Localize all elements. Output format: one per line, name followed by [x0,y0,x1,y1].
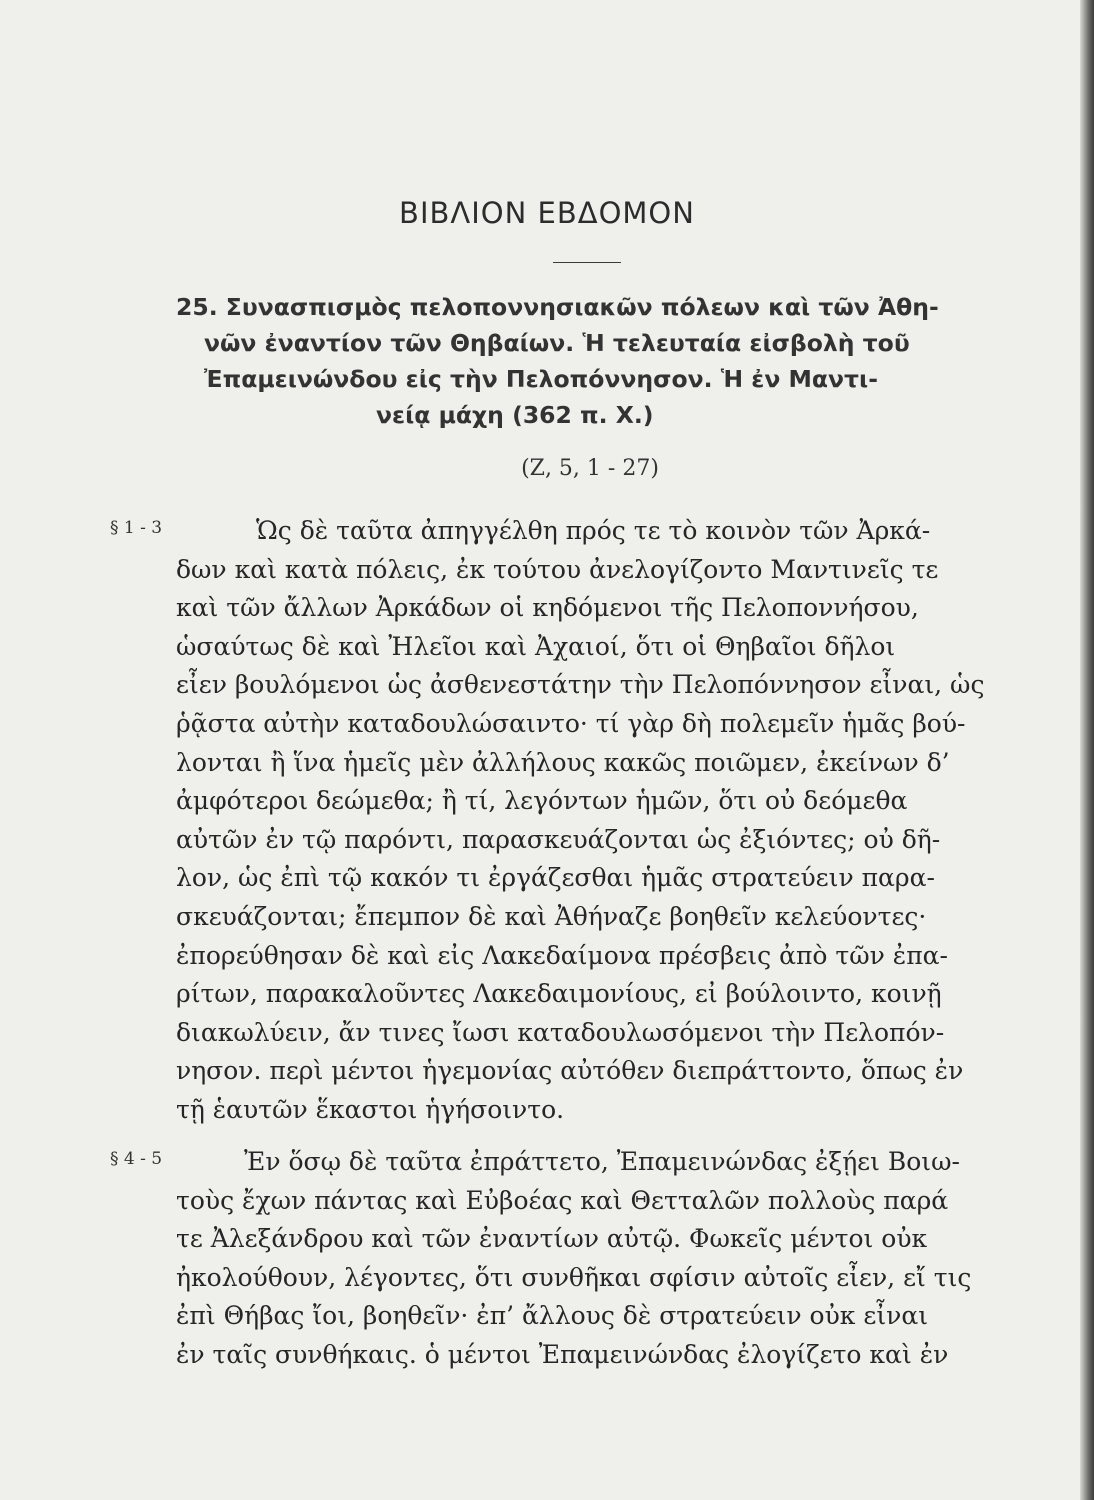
text-line: ῥᾷστα αὐτὴν καταδουλώσαιντο· τί γὰρ δὴ πολεμεῖν ἡμᾶς βού- [176,708,966,738]
heading-line: Ἐπαμεινώνδου εἰς τὴν Πελοπόννησον. Ἡ ἐν Μαντι- [204,365,878,393]
title-divider [553,262,621,263]
text-line: δων καὶ κατὰ πόλεις, ἐκ τούτου ἀνελογίζοντο Μαντινεῖς τε [176,554,939,584]
heading-line: νῶν ἐναντίον τῶν Θηβαίων. Ἡ τελευταία εἰσβολὴ τοῦ [204,329,910,357]
text-line: ἐπορεύθησαν δὲ καὶ εἰς Λακεδαίμονα πρέσβεις ἀπὸ τῶν ἐπα- [176,940,948,970]
section-text [176,512,1036,1130]
text-line: Ἐν ὅσῳ δὲ ταῦτα ἐπράττετο, Ἐπαμεινώνδας ἐξῄει Βοιω- [244,1147,960,1176]
heading-line: νείᾳ μάχη (362 π. Χ.) [376,401,654,429]
text-line: αὐτῶν ἐν τῷ παρόντι, παρασκευάζονται ὡς ἐξιόντες; οὐ δῆ- [176,824,941,854]
section-number: § 1 - 3 [110,518,163,538]
chapter-heading [176,289,1022,433]
text-line: διακωλύειν, ἄν τινες ἴωσι καταδουλωσόμενοι τὴν Πελοπόν- [176,1017,945,1047]
text-line: εἶεν βουλόμενοι ὡς ἀσθενεστάτην τὴν Πελοπόννησον εἶναι, ὡς [176,670,985,700]
text-line: λον, ὡς ἐπὶ τῷ κακόν τι ἐργάζεσθαι ἡμᾶς στρατεύειν παρα- [176,863,935,893]
text-line: ἐν ταῖς συνθήκαις. ὁ μέντοι Ἐπαμεινώνδας ἐλογίζετο καὶ ἐν [176,1339,949,1369]
text-line: ὡσαύτως δὲ καὶ Ἠλεῖοι καὶ Ἀχαιοί, ὅτι οἱ Θηβαῖοι δῆλοι [176,631,896,661]
text-line: καὶ τῶν ἄλλων Ἀρκάδων οἱ κηδόμενοι τῆς Πελοποννήσου, [176,593,919,623]
text-line: ἠκολούθουν, λέγοντες, ὅτι συνθῆκαι σφίσιν αὐτοῖς εἶεν, εἴ τις [176,1262,972,1292]
text-line: τῇ ἑαυτῶν ἕκαστοι ἡγήσοιντο. [176,1094,565,1124]
text-line: σκευάζονται; ἔπεμπον δὲ καὶ Ἀθήναζε βοηθεῖν κελεύοντες· [176,901,927,931]
text-line: τοὺς ἔχων πάντας καὶ Εὐβοέας καὶ Θετταλῶν πολλοὺς παρά [176,1185,949,1215]
text-line: τε Ἀλεξάνδρου καὶ τῶν ἐναντίων αὐτῷ. Φωκεῖς μέντοι οὐκ [176,1224,928,1254]
book-title: ΒΙΒΛΙΟΝ ΕΒΔΟΜΟΝ [399,196,695,230]
text-line: λονται ἢ ἵνα ἡμεῖς μὲν ἀλλήλους κακῶς ποιῶμεν, ἐκείνων δ’ [176,747,950,777]
source-reference: (Ζ, 5, 1 - 27) [521,456,659,481]
text-line: ἀμφότεροι δεώμεθα; ἢ τί, λεγόντων ἡμῶν, ὅτι οὐ δεόμεθα [176,786,908,816]
heading-line: 25. Συνασπισμὸς πελοποννησιακῶν πόλεων καὶ τῶν Ἀθη- [176,293,939,321]
text-line: ρίτων, παρακαλοῦντες Λακεδαιμονίους, εἰ βούλοιντο, κοινῇ [176,979,942,1009]
text-line: Ὡς δὲ ταῦτα ἀπηγγέλθη πρός τε τὸ κοινὸν τῶν Ἀρκά- [256,516,931,545]
text-line: ἐπὶ Θήβας ἴοι, βοηθεῖν· ἐπ’ ἄλλους δὲ στρατεύειν οὐκ εἶναι [176,1301,929,1331]
section-number: § 4 - 5 [110,1149,163,1169]
text-line: νησον. περὶ μέντοι ἡγεμονίας αὐτόθεν διεπράττοντο, ὅπως ἐν [176,1056,964,1086]
section-text [176,1143,1036,1375]
